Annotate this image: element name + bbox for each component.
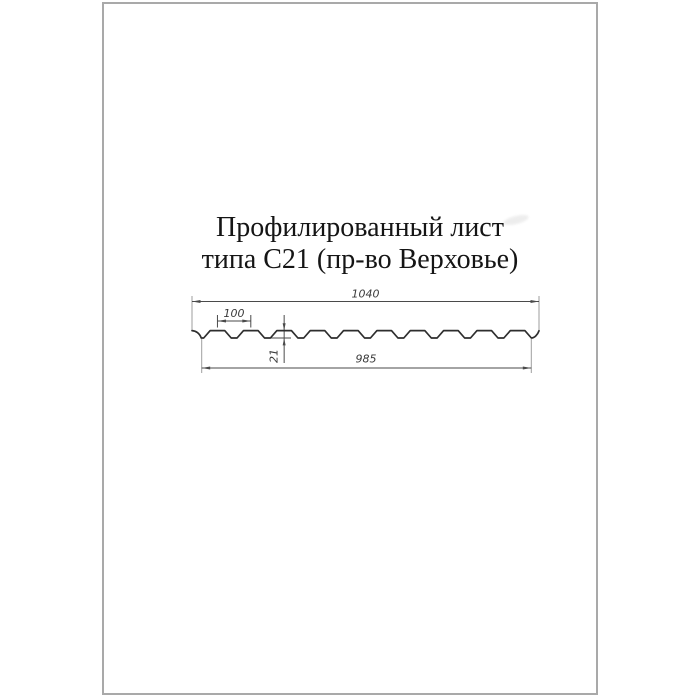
arrow-right-icon: [531, 300, 540, 303]
arrow-up-icon: [283, 338, 286, 345]
title-line-1: Профилированный лист: [216, 212, 504, 243]
title-line-2: типа С21 (пр-во Верховье): [201, 244, 519, 275]
dimension-overall-width: [192, 288, 539, 304]
arrow-right-icon: [523, 367, 532, 370]
arrow-left-icon: [192, 300, 201, 303]
dimension-rib-pitch: [217, 307, 250, 323]
arrow-down-icon: [283, 323, 286, 330]
arrow-left-icon: [202, 367, 211, 370]
dim-label-useful-width: 985: [355, 352, 377, 366]
dim-label-profile-height: 21: [267, 349, 281, 363]
dimension-useful-width: [202, 353, 532, 370]
dim-label-overall-width: 1040: [351, 287, 380, 301]
profile-sheet-outline: [192, 331, 539, 338]
dimension-profile-height: [268, 315, 286, 363]
dim-label-rib-pitch: 100: [223, 307, 245, 320]
